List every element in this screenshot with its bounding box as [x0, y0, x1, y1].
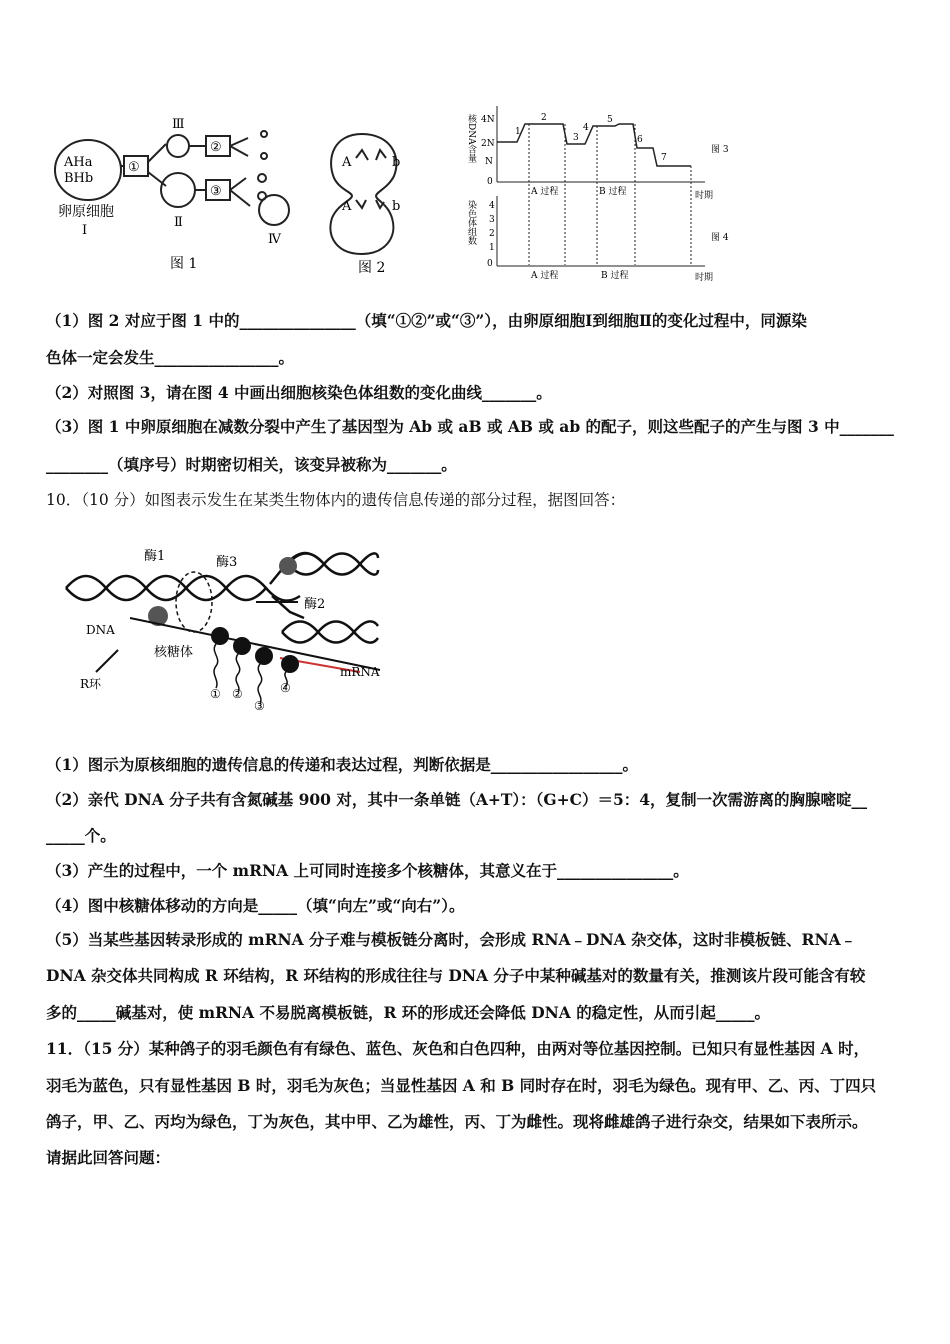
cell-name: 卵原细胞 — [58, 204, 114, 220]
cell-numeral: Ⅰ — [82, 223, 88, 238]
label-cell-4: Ⅳ — [268, 232, 281, 247]
q11-line-1: 11．（15 分）某种鸽子的羽毛颜色有有绿色、蓝色、灰色和白色四种，由两对等位基因控制。已知只有显性基因 A 时， — [46, 1039, 870, 1058]
q10-line-4: （3）产生的过程中，一个 mRNA 上可同时连接多个核糖体，其意义在于_______________。 — [46, 861, 689, 880]
fig3-time: 时期 — [695, 191, 714, 201]
q11-line-3: 鸽子，甲、乙、丙均为绿色，丁为灰色，其中甲、乙为雄性，丙、丁为雌性。现将雌雄鸽子进行杂交，结果如下表所示。 — [46, 1112, 868, 1131]
q10-line-1: （1）图示为原核细胞的遗传信息的传递和表达过程，判断依据是_________________。 — [46, 755, 639, 774]
stage-6: 6 — [637, 135, 643, 145]
q9-line-1: （1）图 2 对应于图 1 中的_______________（填“①②”或“③”），由卵原细胞Ⅰ到细胞Ⅱ的变化过程中，同源染 — [46, 311, 807, 330]
fig4-ytick-3: 3 — [489, 215, 495, 225]
figure-transcription-translation — [60, 540, 390, 720]
stage-4: 4 — [583, 123, 589, 133]
stage-1: 1 — [515, 127, 521, 137]
num-3: ③ — [254, 699, 265, 713]
stage-7: 7 — [661, 153, 667, 163]
fig4-process-a: A 过程 — [531, 271, 559, 281]
label-cell-2: Ⅱ — [174, 215, 183, 230]
r-loop-label: R环 — [80, 677, 102, 691]
fig4-ytick-2: 2 — [489, 229, 495, 239]
q10-header: 10．（10 分）如图表示发生在某类生物体内的遗传信息传递的部分过程，据图回答： — [46, 491, 626, 509]
fig2-b-bottom: b — [392, 199, 401, 214]
gene-label-top: AHa — [64, 155, 93, 170]
gene-label-bottom: BHb — [64, 171, 94, 186]
q11-line-2: 羽毛为蓝色，只有显性基因 B 时，羽毛为灰色；当显性基因 A 和 B 同时存在时，羽毛为绿色。现有甲、乙、丙、丁四只 — [46, 1076, 877, 1095]
ribosome-4 — [281, 655, 299, 673]
label-step-1: ① — [128, 160, 140, 175]
q10-line-7: DNA 杂交体共同构成 R 环结构，R 环结构的形成往往与 DNA 分子中某种碱基对的数量有关，推测该片段可能含有较 — [46, 966, 866, 985]
fig4-ytick-0: 0 — [487, 259, 493, 269]
num-2: ② — [232, 687, 243, 701]
q10-line-8: 多的_____碱基对，使 mRNA 不易脱离模板链，R 环的形成还会降低 DNA 的稳定性，从而引起_____。 — [46, 1003, 770, 1022]
fig4-ytick-4: 4 — [489, 201, 495, 211]
num-4: ④ — [280, 681, 291, 695]
figure-4-caption: 图 4 — [711, 233, 729, 243]
q10-line-5: （4）图中核糖体移动的方向是_____（填“向左”或“向右”）。 — [46, 896, 465, 915]
q9-line-3: （2）对照图 3，请在图 4 中画出细胞核染色体组数的变化曲线_______。 — [46, 383, 552, 402]
stage-3: 3 — [573, 133, 579, 143]
figure-1 — [50, 98, 310, 283]
ribosome-3 — [255, 647, 273, 665]
enzyme-1-label: 酶1 — [144, 549, 166, 564]
stage-5: 5 — [607, 115, 613, 125]
oogonium-cell — [55, 140, 121, 200]
q11-line-4: 请据此回答问题： — [46, 1148, 171, 1167]
r-loop-arrow — [96, 650, 118, 672]
cell-4 — [259, 195, 289, 225]
fig4-ylabel: 染色体组数 — [466, 200, 476, 245]
label-step-3: ③ — [210, 184, 222, 199]
num-1: ① — [210, 687, 221, 701]
cell-2 — [161, 173, 195, 207]
figure-2 — [322, 128, 422, 278]
ribosome-1 — [211, 627, 229, 645]
fig3-ytick-4n: 4N — [481, 115, 495, 125]
q9-line-2: 色体一定会发生________________。 — [46, 348, 295, 367]
stage-2: 2 — [541, 113, 547, 123]
fig4-ytick-1: 1 — [489, 243, 495, 253]
q10-line-2: （2）亲代 DNA 分子共有含氮碱基 900 对，其中一条单链（A+T）：（G+C）＝5：4，复制一次需游离的胸腺嘧啶__ — [46, 790, 868, 809]
enzyme-2-label: 酶2 — [304, 597, 326, 612]
enzyme-3-label: 酶3 — [216, 555, 238, 570]
fig2-a-bottom: A — [342, 199, 352, 214]
q10-line-3: _____个。 — [46, 826, 116, 845]
figure-2-caption: 图 2 — [358, 260, 386, 276]
figure-3-caption: 图 3 — [711, 145, 729, 155]
ribosome-label: 核糖体 — [154, 645, 194, 660]
fig3-ytick-n: N — [485, 157, 493, 167]
fig3-ytick-2n: 2N — [481, 139, 495, 149]
label-step-2: ② — [210, 140, 222, 155]
figure-3-4 — [465, 100, 750, 285]
q9-line-5: ________（填序号）时期密切相关，该变异被称为_______。 — [46, 455, 457, 474]
mrna-label: mRNA — [340, 665, 380, 679]
fig3-ylabel: 核DNA含量 — [466, 114, 476, 163]
fig3-process-b: B 过程 — [599, 187, 627, 197]
q9-line-4: （3）图 1 中卵原细胞在减数分裂中产生了基因型为 Ab 或 aB 或 AB 或 ab 的配子，则这些配子的产生与图 3 中_______ — [46, 417, 894, 436]
label-cell-3: Ⅲ — [172, 117, 185, 132]
figure-1-caption: 图 1 — [170, 256, 198, 272]
q10-line-6: （5）当某些基因转录形成的 mRNA 分子难与模板链分离时，会形成 RNA﹣DNA 杂交体，这时非模板链、RNA﹣ — [46, 930, 857, 949]
fig2-b-top: b — [392, 155, 401, 170]
ribosome-2 — [233, 637, 251, 655]
fig3-process-a: A 过程 — [531, 187, 559, 197]
dna-label: DNA — [86, 623, 115, 637]
fig3-ytick-0: 0 — [487, 177, 493, 187]
fig4-process-b: B 过程 — [601, 271, 629, 281]
enzyme-3-dot — [279, 557, 297, 575]
fig2-a-top: A — [342, 155, 352, 170]
fig4-time: 时期 — [695, 273, 714, 283]
cell-3 — [167, 135, 189, 157]
